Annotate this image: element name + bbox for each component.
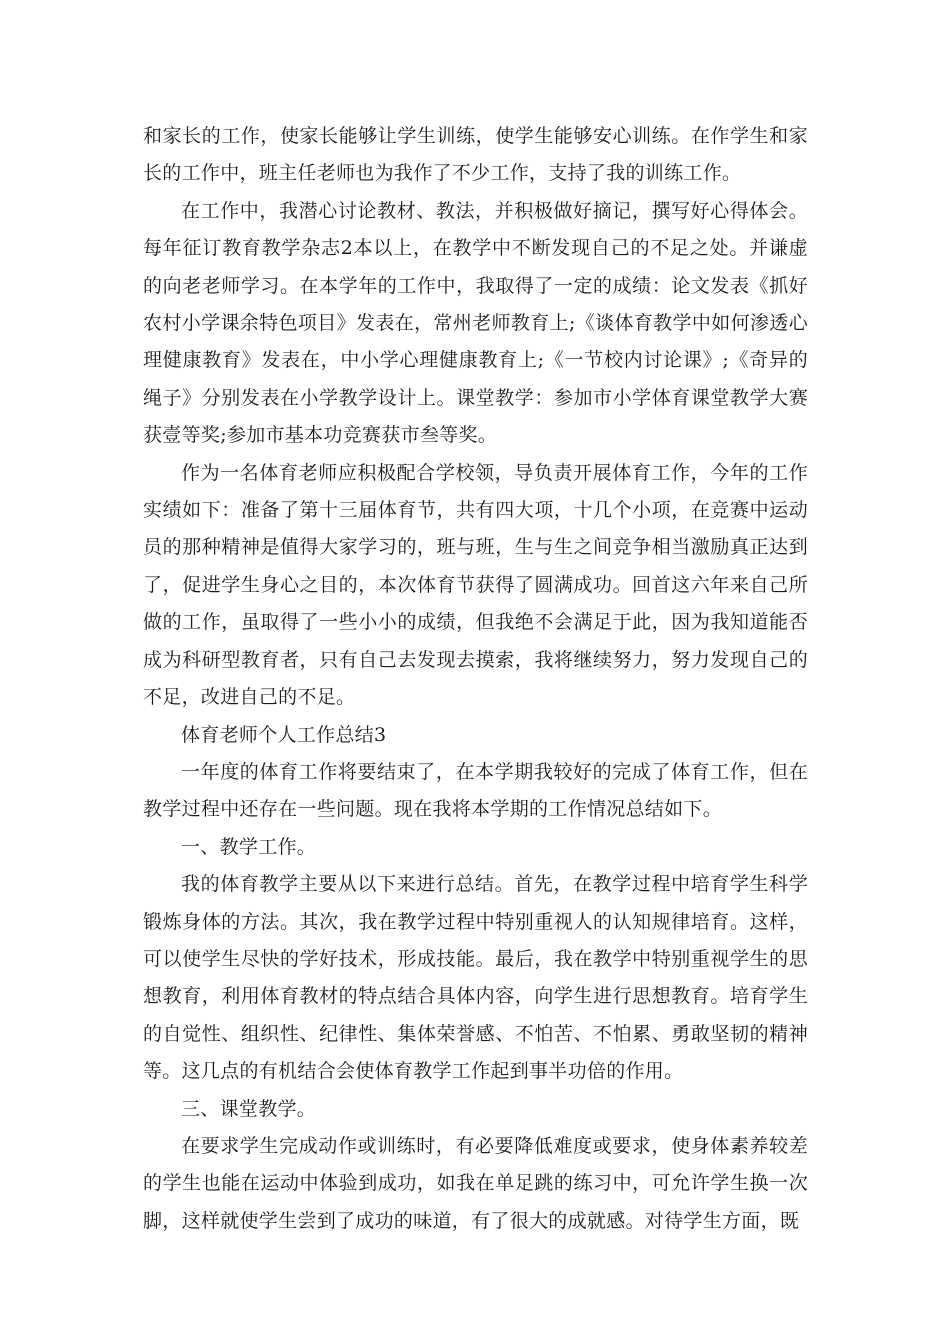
section-heading: 体育老师个人工作总结3 [181, 723, 387, 746]
paragraph: 和家长的工作，使家长能够让学生训练，使学生能够安心训练。在作学生和家长的工作中，班主任老师也为我作了不少工作，支持了我的训练工作。 [143, 125, 808, 185]
document-body [143, 118, 808, 1240]
paragraph: 作为一名体育老师应积极配合学校领，导负责开展体育工作，今年的工作实绩如下：准备了第十三届体育节，共有四大项，十几个小项，在竞赛中运动员的那种精神是值得大家学习的，班与班，生与生之间竞争相当激励真正达到了，促进学生身心之目的，本次体育节获得了圆满成功。回首这六年来自己所做的工作，虽取得了一些小小的成绩，但我绝不会满足于此，因为我知道能否成为科研型教育者，只有自己去发现去摸索，我将继续努力，努力发现自己的不足，改进自己的不足。 [143, 461, 808, 709]
section-heading: 一、教学工作。 [181, 835, 317, 858]
paragraph: 一年度的体育工作将要结束了，在本学期我较好的完成了体育工作，但在教学过程中还存在一些问题。现在我将本学期的工作情况总结如下。 [143, 760, 808, 821]
paragraph: 在要求学生完成动作或训练时，有必要降低难度或要求，使身体素养较差的学生也能在运动中体验到成功，如我在单足跳的练习中，可允许学生换一次脚，这样就使学生尝到了成功的味道，有了很大的成就感。对待学生方面，既 [143, 1134, 808, 1232]
section-heading: 三、课堂教学。 [181, 1097, 317, 1120]
paragraph: 我的体育教学主要从以下来进行总结。首先，在教学过程中培育学生科学锻炼身体的方法。其次，我在教学过程中特别重视人的认知规律培育。这样，可以使学生尽快的学好技术，形成技能。最后，我在教学中特别重视学生的思想教育，利用体育教材的特点结合具体内容，向学生进行思想教育。培育学生的自觉性、组织性、纪律性、集体荣誉感、不怕苦、不怕累、勇敢坚韧的精神等。这几点的有机结合会使体育教学工作起到事半功倍的作用。 [143, 873, 808, 1083]
paragraph: 在工作中，我潜心讨论教材、教法，并积极做好摘记，撰写好心得体会。每年征订教育教学杂志2本以上，在教学中不断发现自己的不足之处。并谦虚的向老老师学习。在本学年的工作中，我取得了一定的成绩：论文发表《抓好农村小学课余特色项目》发表在，常州老师教育上;《谈体育教学中如何渗透心理健康教育》发表在，中小学心理健康教育上;《一节校内讨论课》;《奇异的绳子》分别发表在小学教学设计上。课堂教学：参加市小学体育课堂教学大赛获壹等奖;参加市基本功竞赛获市叁等奖。 [143, 199, 808, 447]
